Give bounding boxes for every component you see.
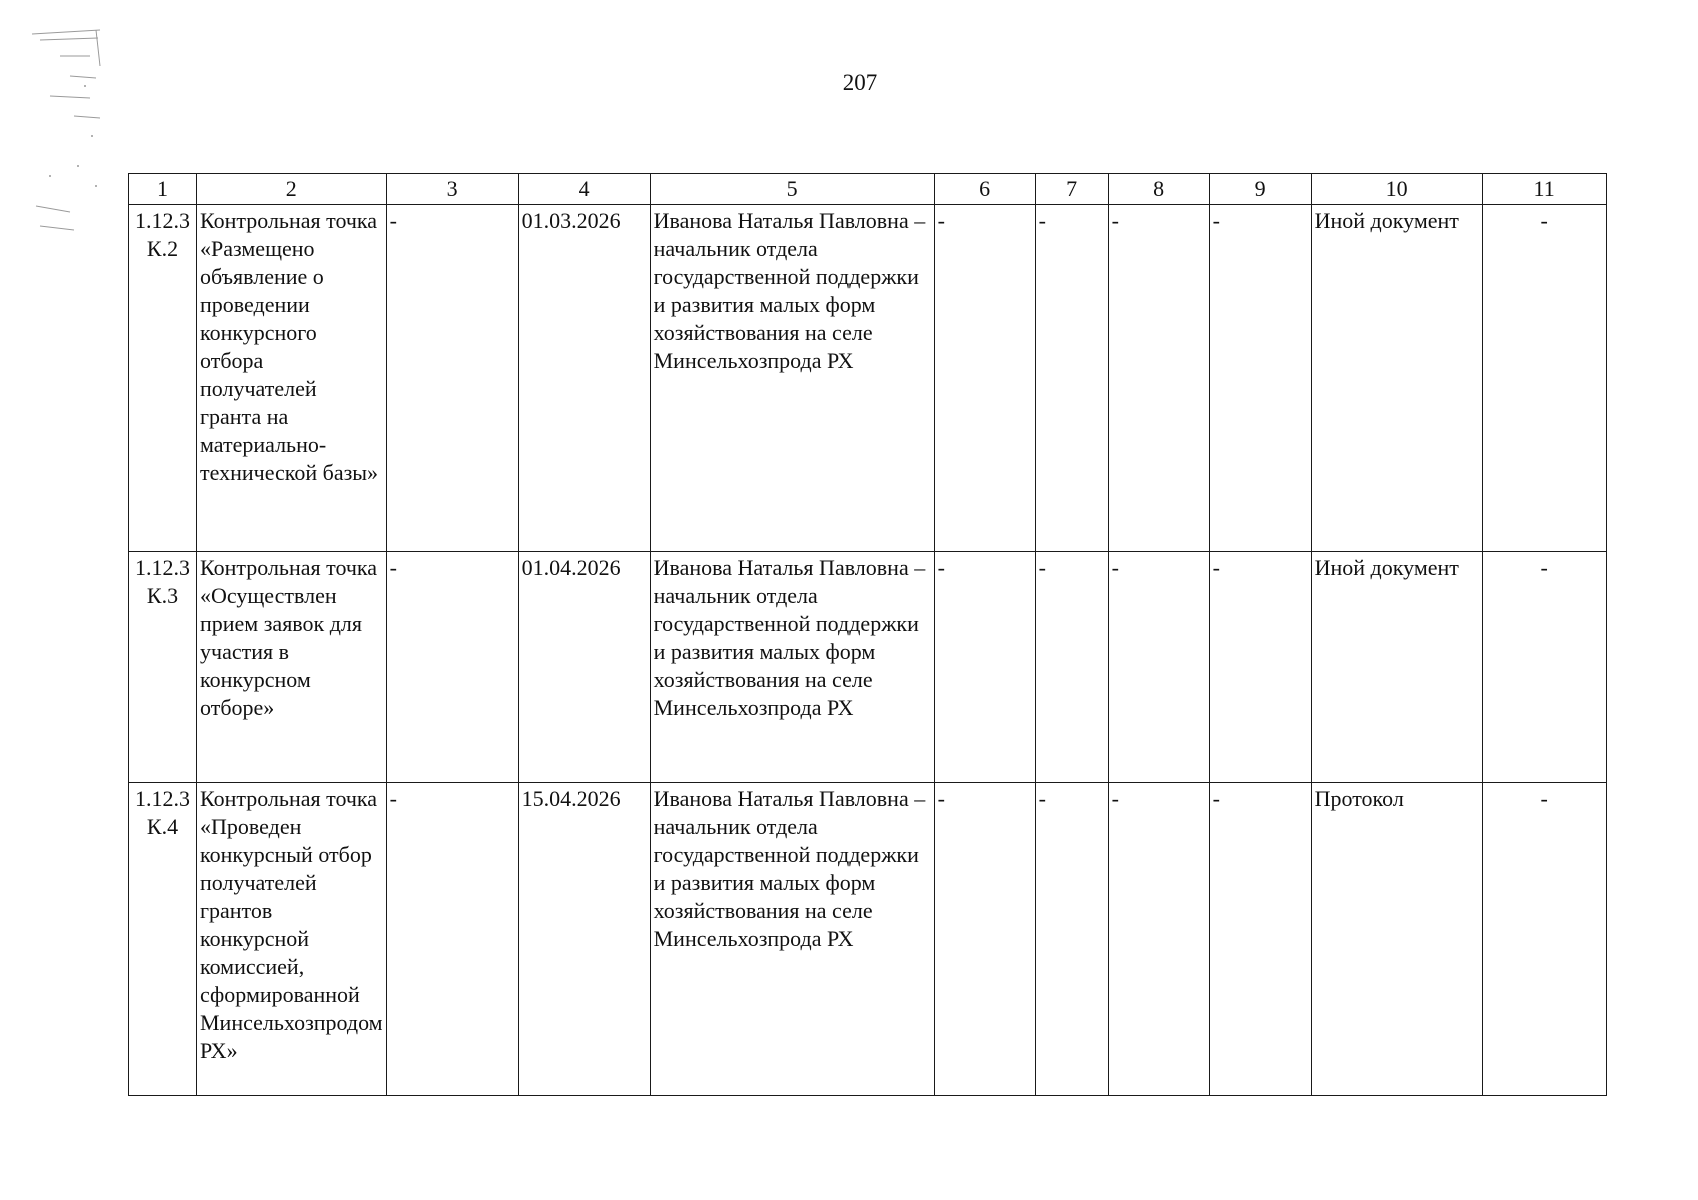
value-cell: - — [1209, 783, 1311, 1096]
responsible-cell: Иванова Наталья Павловна – начальник отдела государственной поддержки и развития малых форм хозяйствования на селе Минсельхозпрода РХ — [650, 552, 934, 783]
responsible-cell: Иванова Наталья Павловна – начальник отдела государственной поддержки и развития малых форм хозяйствования на селе Минсельхозпрода РХ — [650, 205, 934, 552]
value-cell: - — [1482, 552, 1606, 783]
row-number-top: 1.12.3 — [135, 786, 190, 811]
description-cell: Контрольная точка «Проведен конкурсный отбор получателей грантов конкурсной комиссией, сформированной Минсельхозпродом РХ» — [197, 783, 387, 1096]
value-cell: - — [1035, 552, 1108, 783]
column-header: 2 — [197, 174, 387, 205]
row-number-bottom: К.4 — [146, 814, 179, 839]
column-header: 1 — [129, 174, 197, 205]
row-number-cell — [129, 783, 197, 1096]
date-cell: 01.04.2026 — [518, 552, 650, 783]
description-cell: Контрольная точка «Осуществлен прием заявок для участия в конкурсном отборе» — [197, 552, 387, 783]
value-cell: - — [386, 205, 518, 552]
document-type-cell: Иной документ — [1311, 552, 1482, 783]
column-header: 9 — [1209, 174, 1311, 205]
column-header: 10 — [1311, 174, 1482, 205]
value-cell: - — [934, 205, 1035, 552]
control-points-table — [128, 173, 1607, 1096]
page-number: 207 — [842, 70, 878, 95]
table-row — [129, 783, 1607, 1096]
row-number-cell — [129, 552, 197, 783]
column-header: 11 — [1482, 174, 1606, 205]
row-number-top: 1.12.3 — [135, 208, 190, 233]
value-cell: - — [1108, 783, 1209, 1096]
value-cell: - — [1108, 205, 1209, 552]
date-cell: 15.04.2026 — [518, 783, 650, 1096]
document-type-cell: Протокол — [1311, 783, 1482, 1096]
description-cell: Контрольная точка «Размещено объявление о проведении конкурсного отбора получателей гранта на материально-технической базы» — [197, 205, 387, 552]
value-cell: - — [386, 783, 518, 1096]
value-cell: - — [1482, 783, 1606, 1096]
row-number-bottom: К.3 — [146, 583, 179, 608]
value-cell: - — [1482, 205, 1606, 552]
value-cell: - — [386, 552, 518, 783]
table-row — [129, 552, 1607, 783]
column-header: 8 — [1108, 174, 1209, 205]
column-header: 6 — [934, 174, 1035, 205]
row-number-cell — [129, 205, 197, 552]
value-cell: - — [1209, 552, 1311, 783]
date-cell: 01.03.2026 — [518, 205, 650, 552]
column-header: 5 — [650, 174, 934, 205]
scan-artifact — [30, 26, 110, 246]
document-type-cell: Иной документ — [1311, 205, 1482, 552]
value-cell: - — [1035, 205, 1108, 552]
value-cell: - — [1035, 783, 1108, 1096]
header-row — [129, 174, 1607, 205]
value-cell: - — [1108, 552, 1209, 783]
row-number-bottom: К.2 — [146, 236, 179, 261]
table-row — [129, 205, 1607, 552]
value-cell: - — [934, 552, 1035, 783]
row-number-top: 1.12.3 — [135, 555, 190, 580]
responsible-cell: Иванова Наталья Павловна – начальник отдела государственной поддержки и развития малых форм хозяйствования на селе Минсельхозпрода РХ — [650, 783, 934, 1096]
column-header: 4 — [518, 174, 650, 205]
value-cell: - — [1209, 205, 1311, 552]
column-header: 7 — [1035, 174, 1108, 205]
value-cell: - — [934, 783, 1035, 1096]
column-header: 3 — [386, 174, 518, 205]
